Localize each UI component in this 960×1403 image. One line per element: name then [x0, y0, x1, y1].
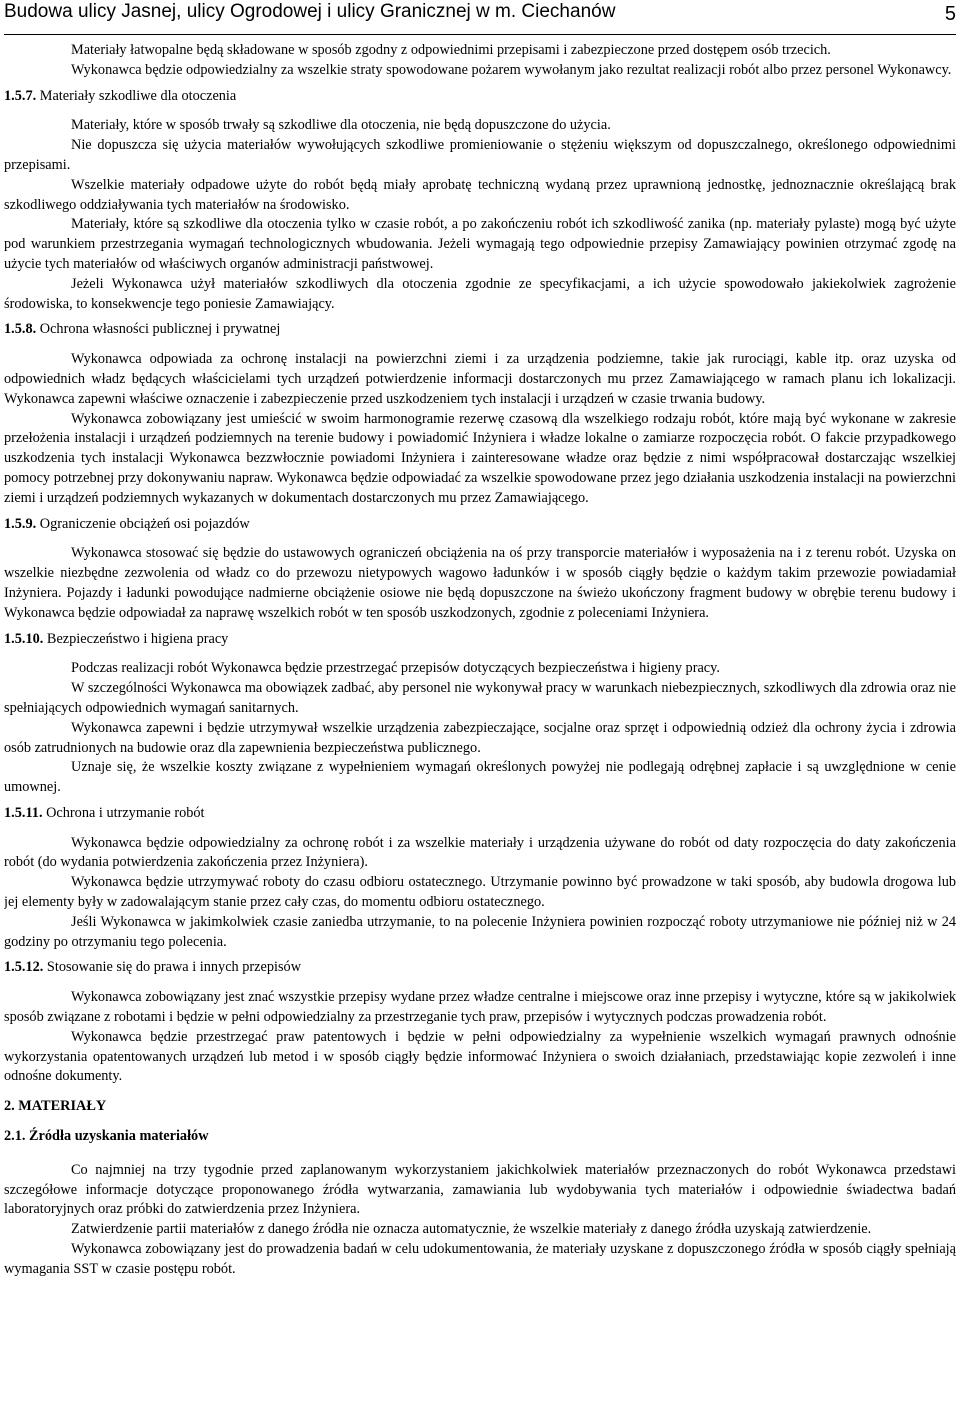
document-body — [4, 35, 956, 1280]
section-number: 1.5.10. — [4, 630, 44, 647]
paragraph: Podczas realizacji robót Wykonawca będzie przestrzegać przepisów dotyczących bezpieczeństwa i higieny pracy. — [71, 660, 720, 677]
paragraph: Materiały, które w sposób trwały są szkodliwe dla otoczenia, nie będą dopuszczone do użycia. — [71, 117, 611, 134]
header-title: Budowa ulicy Jasnej, ulicy Ogrodowej i ulicy Granicznej w m. Ciechanów — [4, 1, 616, 22]
paragraph: Materiały łatwopalne będą składowane w sposób zgodny z odpowiednimi przepisami i zabezpieczone przed dostępem osób trzecich. — [71, 42, 831, 58]
paragraph: Nie dopuszcza się użycia materiałów wywołujących szkodliwe promieniowanie o stężeniu większym od dopuszczalnego, określonego odpowiednimi przepisami. — [4, 137, 956, 173]
paragraph: Materiały, które są szkodliwe dla otoczenia tylko w czasie robót, a po zakończeniu robót ich szkodliwość zanika (np. materiały pylaste) mogą być użyte pod warunkiem przestrzegania wymagań technologicznych wbudowania. Jeżeli wymagają tego odpowiednie przepisy Zamawiający powinien otrzymać zgodę na użycie tych materiałów od właściwych organów administracji państwowej. — [4, 216, 956, 272]
paragraph: Wykonawca stosować się będzie do ustawowych ograniczeń obciążenia na oś przy transporcie materiałów i wyposażenia na i z terenu robót. Uzyska on wszelkie niezbędne zezwolenia od władz co do przewozu nietypowych wagowo ładunków i w sposób ciągły będzie o każdym takim przewozie powiadamiał Inżyniera. Pojazdy i ładunki powodujące nadmierne obciążenie osiowe nie będą dopuszczone na świeżo ukończony fragment budowy w obrębie terenu budowy i Wykonawca będzie odpowiadał za naprawę wszelkich robót w ten sposób uszkodzonych, zgodnie z poleceniami Inżyniera. — [4, 545, 956, 621]
section-title: Stosowanie się do prawa i innych przepisów — [43, 959, 302, 976]
section-number: 1.5.7. — [4, 87, 37, 104]
section-title: Ochrona i utrzymanie robót — [42, 804, 205, 821]
paragraph: Uznaje się, że wszelkie koszty związane z wypełnieniem wymagań określonych powyżej nie podlegają odrębnej zapłacie i są uwzględnione w cenie umownej. — [4, 759, 956, 796]
section-heading-1-5-7 — [4, 87, 956, 107]
section-number: 1.5.8. — [4, 321, 37, 338]
section-title: Bezpieczeństwo i higiena pracy — [43, 630, 229, 647]
paragraph: Wykonawca będzie utrzymywać roboty do czasu odbioru ostatecznego. Utrzymanie powinno być prowadzone w taki sposób, aby budowla drogowa lub jej elementy były w zadowalającym stanie przez cały czas, do momentu odbioru ostatecznego. — [4, 874, 956, 911]
page-number: 5 — [944, 3, 956, 25]
paragraph: Wykonawca zapewni i będzie utrzymywał wszelkie urządzenia zabezpieczające, socjalne oraz sprzęt i odpowiednią odzież dla ochrony życia i zdrowia osób zatrudnionych na budowie oraz dla zapewnienia bezpieczeństwa publicznego. — [4, 719, 956, 756]
paragraph: Zatwierdzenie partii materiałów z danego źródła nie oznacza automatycznie, że wszelkie materiały z danego źródła uzyskają zatwierdzenie. — [71, 1221, 872, 1238]
section-title: Ochrona własności publicznej i prywatnej — [36, 321, 281, 338]
document-page — [4, 0, 956, 1403]
paragraph: Wykonawca będzie odpowiedzialny za ochronę robót i za wszelkie materiały i urządzenia używane do robót od daty rozpoczęcia do daty zakończenia robót (do wydania potwierdzenia zakończenia przez Inżyniera). — [4, 834, 956, 871]
page-header — [4, 0, 956, 35]
section-heading-1-5-12 — [4, 958, 956, 978]
section-number: 1.5.12. — [4, 959, 44, 976]
paragraph: Wykonawca odpowiada za ochronę instalacji na powierzchni ziemi i za urządzenia podziemne, takie jak rurociągi, kable itp. oraz uzyska od odpowiednich władz będących właścicielami tych urządzeń potwierdzenie informacji dostarczonych mu przez Zamawiającego w ramach planu ich lokalizacji. Wykonawca zapewni właściwe oznaczenie i zabezpieczenie przed uszkodzeniem tych instalacji i urządzeń w czasie trwania budowy. — [4, 351, 956, 407]
section-title: Materiały szkodliwe dla otoczenia — [36, 87, 237, 104]
paragraph: Wykonawca będzie przestrzegać praw patentowych i będzie w pełni odpowiedzialny za wypełnienie wszelkich wymagań prawnych odnośnie wykorzystania opatentowanych urządzeń lub metod i w sposób ciągły będzie informować Inżyniera o swoich działaniach, przedstawiając kopie zezwoleń i inne odnośne dokumenty. — [4, 1028, 956, 1085]
paragraph: Co najmniej na trzy tygodnie przed zaplanowanym wykorzystaniem jakichkolwiek materiałów przeznaczonych do robót Wykonawca przedstawi szczegółowe informacje dotyczące proponowanego źródła wytwarzania, zamawiania lub wydobywania tych materiałów i odpowiednie świadectwa badań laboratoryjnych oraz próbki do zatwierdzenia przez Inżyniera. — [4, 1161, 956, 1218]
section-title: Ograniczenie obciążeń osi pojazdów — [36, 515, 250, 532]
section-heading-1-5-10 — [4, 630, 956, 650]
section-heading-1-5-8 — [4, 320, 956, 340]
paragraph: Wykonawca zobowiązany jest do prowadzenia badań w celu udokumentowania, że materiały uzyskane z dopuszczonego źródła w sposób ciągły spełniają wymagania SST w czasie postępu robót. — [4, 1241, 956, 1277]
paragraph: Wszelkie materiały odpadowe użyte do robót będą miały aprobatę techniczną wydaną przez uprawnioną jednostkę, jednoznacznie określającą brak szkodliwego oddziaływania tych materiałów na środowisko. — [4, 176, 956, 213]
paragraph: Wykonawca zobowiązany jest znać wszystkie przepisy wydane przez władze centralne i miejscowe oraz inne przepisy i wytyczne, które są w jakikolwiek sposób związane z robotami i będzie w pełni odpowiedzialny za przestrzeganie tych praw, przepisów i wytycznych podczas prowadzenia robót. — [4, 989, 956, 1026]
paragraph: Jeśli Wykonawca w jakimkolwiek czasie zaniedba utrzymanie, to na polecenie Inżyniera powinien rozpocząć roboty utrzymaniowe nie później niż w 24 godziny po otrzymaniu tego polecenia. — [4, 913, 956, 950]
chapter-heading-2: 2. MATERIAŁY — [4, 1098, 107, 1115]
section-heading-1-5-9 — [4, 515, 956, 535]
section-number: 1.5.9. — [4, 515, 37, 532]
paragraph: Wykonawca będzie odpowiedzialny za wszelkie straty spowodowane pożarem wywołanym jako rezultat realizacji robót albo przez personel Wykonawcy. — [71, 61, 952, 78]
paragraph: W szczególności Wykonawca ma obowiązek zadbać, aby personel nie wykonywał pracy w warunkach niebezpiecznych, szkodliwych dla zdrowia oraz nie spełniających odpowiednich wymagań sanitarnych. — [4, 680, 956, 716]
paragraph: Wykonawca zobowiązany jest umieścić w swoim harmonogramie rezerwę czasową dla wszelkiego rodzaju robót, które mają być wykonane w zakresie przełożenia instalacji i urządzeń podziemnych na terenie budowy i powiadomić Inżyniera i władze lokalne o zamiarze rozpoczęcia robót. O fakcie przypadkowego uszkodzenia tych instalacji Wykonawca bezzwłocznie powiadomi Inżyniera i zainteresowane władze oraz będzie z nimi współpracował dostarczając wszelkiej pomocy potrzebnej przy dokonywaniu napraw. Wykonawca będzie odpowiadać za wszelkie spowodowane przez jego działania uszkodzenia instalacji na powierzchni ziemi i urządzeń podziemnych wykazanych w dokumentach dostarczonych mu przez Zamawiającego. — [4, 410, 956, 506]
section-heading-2-1: 2.1. Źródła uzyskania materiałów — [4, 1128, 209, 1145]
section-heading-1-5-11 — [4, 804, 956, 824]
section-number: 1.5.11. — [4, 804, 43, 821]
paragraph: Jeżeli Wykonawca użył materiałów szkodliwych dla otoczenia zgodnie ze specyfikacjami, a ich użycie spowodowało jakiekolwiek zagrożenie środowiska, to konsekwencje tego poniesie Zamawiający. — [4, 275, 956, 312]
